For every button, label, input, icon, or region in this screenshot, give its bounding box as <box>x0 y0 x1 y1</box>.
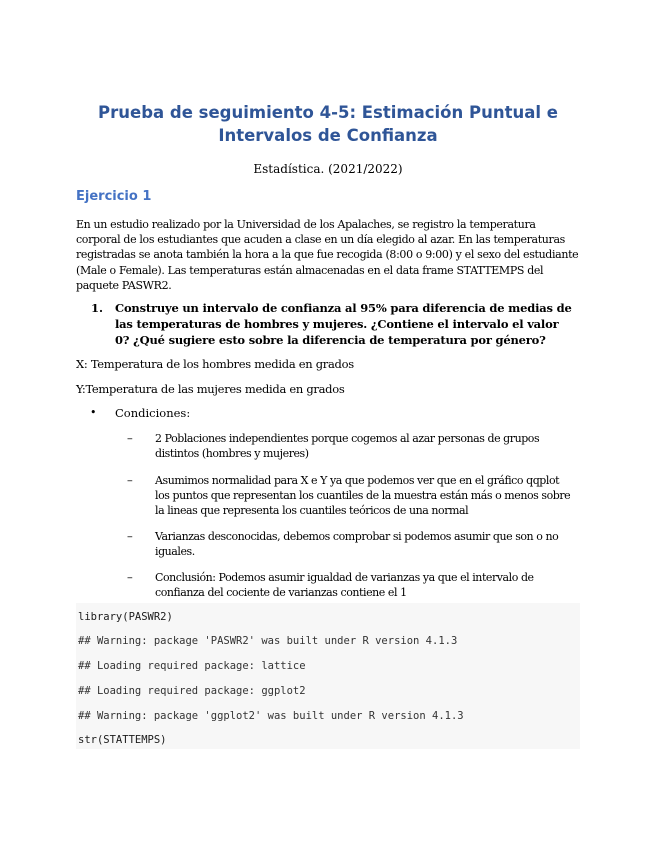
code-line: library(PASWR2) <box>78 611 173 623</box>
bullet-icon: • <box>90 406 97 419</box>
document-title: Prueba de seguimiento 4-5: Estimación Puntual e Intervalos de Confianza <box>98 103 558 145</box>
condition-item: Asumimos normalidad para X e Y ya que podemos ver que en el gráfico qqplot los puntos que representan los cuantiles de la muestra están más o menos sobre la lineas que representa los cuantiles teóricos de una normal <box>155 474 571 517</box>
condition-item: Conclusión: Podemos asumir igualdad de varianzas ya que el intervalo de confianza del cociente de varianzas contiene el 1 <box>155 571 534 599</box>
code-output-line: ## Loading required package: lattice <box>78 660 306 672</box>
document-subtitle: Estadística. (2021/2022) <box>253 162 403 176</box>
code-output-line: ## Warning: package 'PASWR2' was built under R version 4.1.3 <box>78 635 458 647</box>
intro-paragraph: En un estudio realizado por la Universidad de los Apalaches, se registro la temperatura corporal de los estudiantes que acuden a clase en un día elegido al azar. En las temperaturas registradas se anota también la hora a la que fue recogida (8:00 o 9:00) y el sexo del estudiante (Male o Female). Las temperaturas están almacenadas en el data frame STATTEMPS del paquete PASWR2. <box>76 218 579 292</box>
dash-icon: – <box>127 431 133 445</box>
dash-icon: – <box>127 473 133 487</box>
variable-y-definition: Y:Temperatura de las mujeres medida en grados <box>76 382 345 396</box>
code-output-line: ## Warning: package 'ggplot2' was built under R version 4.1.3 <box>78 710 464 722</box>
condition-item: 2 Poblaciones independientes porque cogemos al azar personas de grupos distintos (hombres y mujeres) <box>155 432 540 460</box>
dash-icon: – <box>127 570 133 584</box>
code-output-line: ## Loading required package: ggplot2 <box>78 685 306 697</box>
code-line: str(STATTEMPS) <box>78 734 167 746</box>
condition-item: Varianzas desconocidas, debemos comprobar si podemos asumir que son o no iguales. <box>155 530 559 558</box>
section-heading: Ejercicio 1 <box>76 189 152 204</box>
conditions-label: Condiciones: <box>115 406 191 420</box>
question-text: Construye un intervalo de confianza al 95% para diferencia de medias de las temperaturas de hombres y mujeres. ¿Contiene el intervalo el valor 0? ¿Qué sugiere esto sobre la diferencia de temperatura por género? <box>115 301 572 347</box>
code-block <box>76 603 580 749</box>
dash-icon: – <box>127 529 133 543</box>
question-number: 1. <box>91 301 104 315</box>
variable-x-definition: X: Temperatura de los hombres medida en grados <box>76 357 354 371</box>
